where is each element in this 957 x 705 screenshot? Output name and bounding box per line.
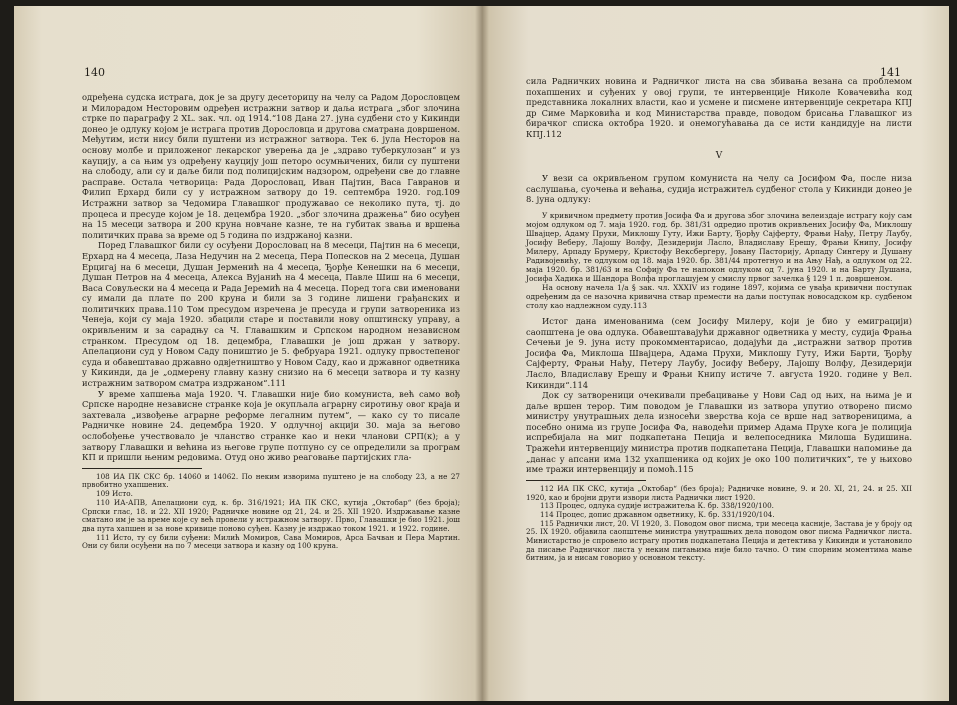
page-number: 140 bbox=[84, 66, 105, 79]
footnote: 111 Исто, ту су били суђени: Милић Момиров, Сава Момиров, Арса Бачван и Пера Мартин. Они су били осуђени на по 7 месеци затвора и казну од 100 круна. bbox=[82, 532, 460, 551]
footnotes bbox=[82, 473, 460, 551]
block-quote: У кривичном предмету против Јосифа Фа и другова због злочина велеиздаје истрагу коју сам мојом одлуком од 7. маја 1920. год. бр. 381/31 одредио против окривљених Јосифу Фа, Миклошу Швајцер, Адаму Прухи, Миклошу Гуту, Ижи Барту, Ђорђу Сајферту, Фрањи Нађу, Петру Лаубу, Јосифу Веберу, Лајошу Волфу, Дезидерији Ласло, Владиславу Ерешу, Фрањи Книпу, Јосифу Милеру, Арпаду Брумеру, Кристофу Вексбергеру, Јовану Пасторију, Арпаду Сингеру и Душану Радивојевићу, те одлуком од 18. маја 1920. бр. 381/44 протегнуо и на Ању Нађ, а одлуком од 22. маја 1920. бр. 381/63 и на Софију Фа те напокон одлуком од 7. јуна 1920. и на Барту Душана, Јосифа Хадика и Шандора Волфа проглашујем у смислу првог зачелка § 129 1 п. довршеном. bbox=[526, 210, 912, 283]
paragraph: Истог дана именованима (сем Јосифу Милеру, који је био у емиграцији) саопштена је ова одлука. Обавештавајући државног одветника у месту, судија Фрања Сечењи је 9. јуна исту прокомментарисао, додајући да „истражни затвор против Јосифа Фа, Миклоша Швајцера, Адама Прухи, Миклошу Гуту, Ижи Барти, Ђорђу Сајферту, Фрањи Нађу, Петеру Лаубу, Јосифу Веберу, Лајошу Волфу, Дезидерији Ласло, Владиславу Ерешу и Фрањи Книпу истиче 7. августа 1920. године у Вел. Кикинди“.114 bbox=[526, 315, 912, 390]
paragraph: Док су затвореници очекивали пребацивање у Нови Сад од њих, на њима је и даље вршен терор. Тим поводом је Главашки из затвора упутио отворено писмо министру унутрашњих дела износећи зверства која се врше над затвореницима, а посебно онима из групе Јосифа Фа, наводећи пример Адама Прухе кога је полиција испребијала на миг подкапетана Пеција и велепоседника Милоша Будишина. Тражећи интервенцију министра против подкапетана Пеција, Главашки напомиње да „данас у апсани има 132 ухапшеника од којих је око 100 политичких“, те у њихово име тражи интервенцију и помоћ.115 bbox=[526, 390, 912, 475]
book-gutter bbox=[475, 6, 489, 701]
book-spread bbox=[14, 6, 949, 701]
left-page-text bbox=[82, 92, 460, 551]
paragraph: сила Радничких новина и Радничког листа на сва збивања везана са проблемом похапшених и суђених у овој групи, те интервенције Николе Ковачевића код представника локалних власти, као и усмене и писмене интервенције секретара КПЈ др Симе Марковића и код Министарства правде, поводом брисања Главашког из бирачког списка октобра 1920. и онемогућавања да се исти кандидује на листи КПЈ.112 bbox=[526, 76, 912, 139]
footnote: 112 ИА ПК СКС, кутија „Октобар“ (без броја); Радничке новине, 9. и 20. ХI, 21, 24. и 25. ХII 1920, као и бројни други извори листа Раднички лист 1920. bbox=[526, 483, 912, 502]
footnote-divider bbox=[82, 468, 202, 469]
footnotes bbox=[526, 485, 912, 563]
footnote: 114 Процес, допис државном одветнику, К. бр. 331/1920/104. bbox=[540, 509, 775, 519]
footnote: 108 ИА ПК СКС бр. 14060 и 14062. По неким изворима пуштено је на слободу 23, а не 27 првобитно ухапшених. bbox=[82, 471, 460, 490]
left-page bbox=[14, 6, 482, 701]
paragraph: одређена судска истрага, док је за другу десеторицу на челу са Радом Дорословцем и Милорадом Несторовим одређен истражни затвор и даља истрага „због злочина стрке по параграфу 2 ХL. зак. чл. од 1914.“108 Дана 27. јуна судбени сто у Кикинди донео је одлуку којом је истрага против Дорословца и другова сматрана довршеном. Међутим, исти нису били пуштени из истражног затвора. Тек 6. јула Несторов на основу молбе и приложеног лекарског уверења да је „здраво туберкулозан“ и уз кауцију, а са њим уз одређену кауцију још петоро осумњичених, били су пуштени на слободу, али су и даље били под полицијским надзором, одређени све до главне расправе. Остала четворица: Рада Дорословац, Иван Пајтин, Васа Гавранов и Филип Ерхард били су у истражном затвору до 19. септембра 1920. год.109 Истражни затвор за Чедомира Главашког продужавао се неколико пута, тј. до процеса и пресуде којом је 18. децембра 1920. „због злочина дражења“ био осуђен на 15 месеци затвора и 200 круна новчане казне, те на губитак звања и вршења политичких права за време од 5 година по издржаној казни. bbox=[82, 92, 460, 240]
section-heading: V bbox=[715, 150, 723, 161]
page-number: 141 bbox=[880, 66, 901, 79]
footnote-divider bbox=[526, 480, 646, 481]
right-page-text bbox=[526, 76, 912, 563]
footnote: 113 Процес, одлука судије истражитеља К. бр. 338/1920/100. bbox=[540, 501, 774, 511]
paragraph: У вези са окривљеном групом комуниста на челу са Јосифом Фа, после низа саслушања, суочења и већања, судија истражитељ судбеног стола у Кикинди донео је 8. јуна одлуку: bbox=[526, 173, 912, 205]
right-page bbox=[482, 6, 949, 701]
paragraph: Поред Главашког били су осуђени Дорословац на 8 месеци, Пајтин на 6 месеци, Ерхард на 4 месеца, Лаза Недучин на 2 месеца, Пера Попесков на 2 месеца, Душан Ерцигај на 6 месеци, Душан Јерменић на 4 месеца, Ђорђе Кенешки на 6 месеци, Душан Петров на 4 месеца, Алекса Вујанић на 4 месеца, Павле Шиш на 6 месеци, Васа Совуљески на 4 месеца и Рада Јеремић на 4 месеца. Поред тога сви именовани су имали да плате по 200 круна и били за 3 године лишени грађанских и политичких права.110 Том пресудом изречена је пресуда и групи затвореника из Ченеја, који су маја 1920. збацили старе и поставили нову општинску управу, а окривљеним и за сарадњу са Ч. Главашким и Српском народном независном странком. Пресудом од 18. децембра, Главашки је још држан у затвору. Апелациони суд у Новом Саду поништио је 5. фебруара 1921. одлуку првостепеног суда и обавештавао државно одвјетништво у Новом Саду, као и државног одветника у Кикинди, да је „одмерену главну казну снизио на 6 месеци затвора и ту казну истражним затвором сматра издржаном“.111 bbox=[82, 240, 460, 389]
footnote: 115 Раднички лист, 20. VI 1920, 3. Поводом овог писма, три месеца касније, Застава је у броју од 25. IХ 1920. објавила саопштење министра унутрашњих дела поводом овог писма Радничког листа. Министарство је спровело истрагу против подкапетана Пеција и детектива у Кикинди и установило да писање Радничког листа у неким питањима није било тачно. О тим спорним моментима мање битним, ја и нисам говорио у основном тексту. bbox=[526, 518, 912, 563]
paragraph: У време хапшења маја 1920. Ч. Главашки није био комуниста, већ само вођ Српске народне независне странке која је окупљала аграрну сиротињу овог краја и захтевала „извођење аграрне реформе легалним путем“, — како су то писале Радничке новине 24. децембра 1920. У одлучној акцији 30. маја за његово ослобођење учествовало је чланство странке као и неки чланови СРП(к); а у затвору Главашки и већина из његове групе потпуно су се определили за програм КП и пришли њеним редовима. Отуд оно живо реаговање партијских гла- bbox=[82, 388, 460, 463]
block-quote: На основу начела 1/а § зак. чл. ХХХIV из године 1897, којима се увађа кривични поступак одређеним да се назочна кривична ствар премести на даљи поступак новосадском кр. судбеном столу као надлежном суду.113 bbox=[526, 282, 912, 310]
footnote: 109 Исто. bbox=[96, 489, 133, 499]
footnote: 110 ИА-АПВ, Апелациони суд, к. бр. 316/1921; ИА ПК СКС, кутија „Октобар“ (без броја); Српски глас, 18. и 22. ХII 1920; Радничке новине од 21, 24. и 25. ХII 1920. Издржавање казне сматано им је за време које су већ провели у истражном затвору. Прво, Главашки је био 1921. још два пута хапшен и за нове кривице поново суђен. Казну је издржао током 1921. и 1922. године. bbox=[82, 497, 460, 533]
